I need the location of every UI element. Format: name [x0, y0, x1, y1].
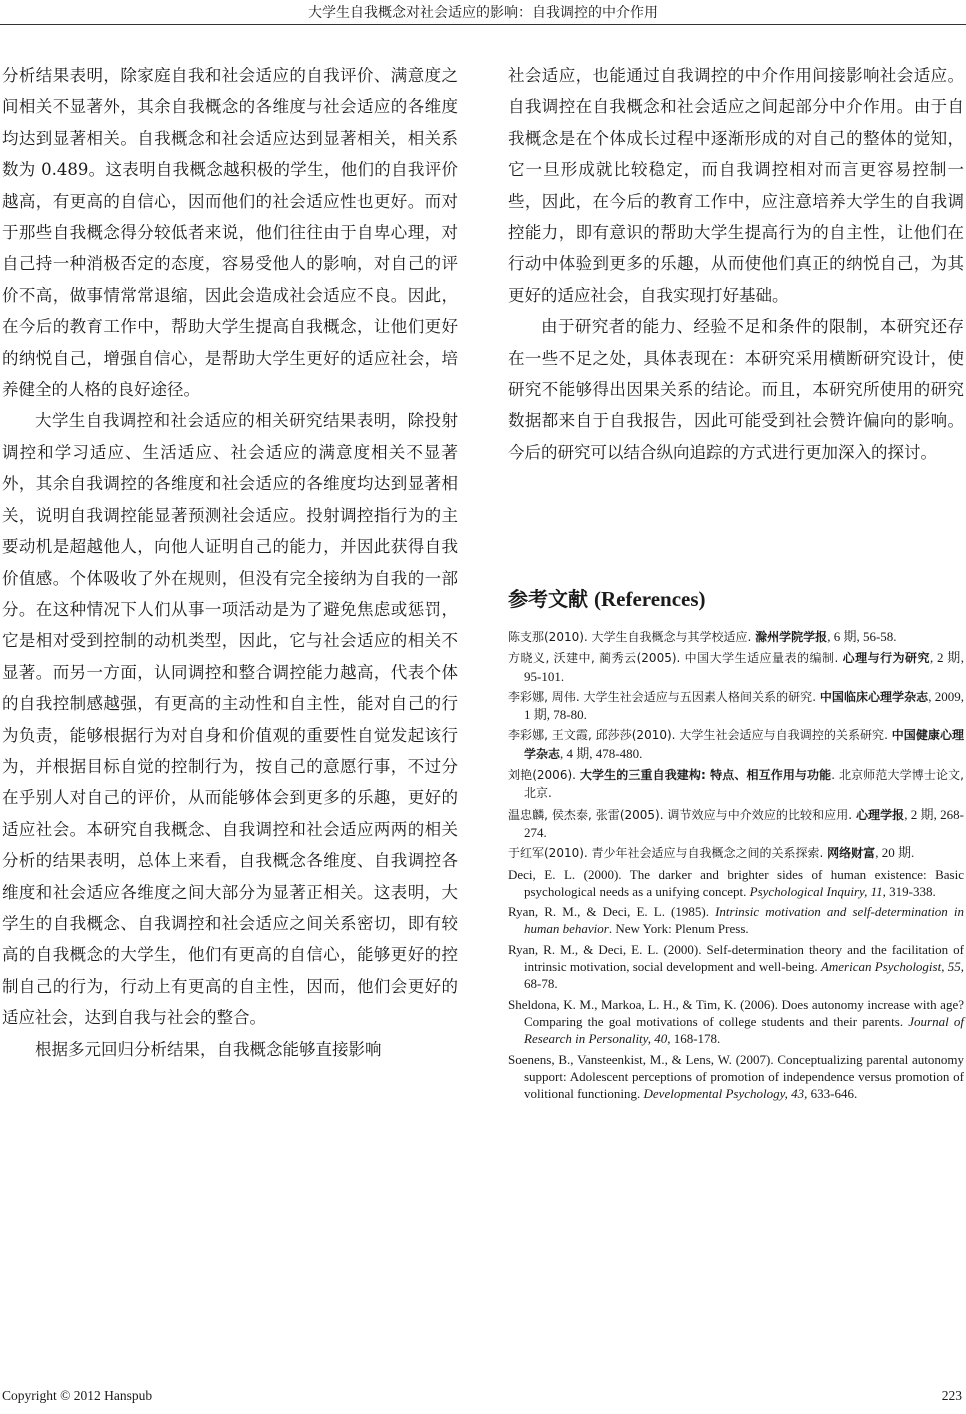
- references-heading-en: (References): [594, 587, 706, 611]
- left-column: [2, 60, 458, 1065]
- reference-item: 温忠麟, 侯杰泰, 张雷(2005). 调节效应与中介效应的比较和应用. 心理学报, 2 期, 268-274.: [508, 806, 964, 840]
- running-header: 大学生自我概念对社会适应的影响：自我调控的中介作用: [308, 5, 658, 21]
- reference-item: Ryan, R. M., & Deci, E. L. (1985). Intrinsic motivation and self-determination in human behavior. New York: Plenum Press.: [508, 904, 965, 937]
- copyright-notice: Copyright © 2012 Hanspub: [2, 1388, 153, 1403]
- paragraph: 大学生自我调控和社会适应的相关研究结果表明，除投射调控和学习适应、生活适应、社会适应的满意度相关不显著外，其余自我调控的各维度和社会适应的各维度均达到显著相关，说明自我调控能显著预测社会适应。投射调控指行为的主要动机是超越他人，向他人证明自己的能力，并因此获得自我价值感。个体吸收了外在规则，但没有完全接纳为自我的一部分。在这种情况下人们从事一项活动是为了避免焦虑或惩罚，它是相对受到控制的动机类型，因此，它与社会适应的相关不显著。而另一方面，认同调控和整合调控能力越高，代表个体的自我控制感越强，有更高的主动性和自主性，能对自己的行为负责，能够根据行为对自身和价值观的重要性自觉发起该行为，并根据目标自觉的控制行为，按自己的意愿行事，不过分在乎别人对自己的评价，从而能够体会到更多的乐趣，更好的适应社会。本研究自我概念、自我调控和社会适应两两的相关分析的结果表明，总体上来看，自我概念各维度、自我调控各维度和社会适应各维度之间大部分为显著正相关。这表明，大学生的自我概念、自我调控和社会适应之间关系密切，即有较高的自我概念的大学生，他们有更高的自信心，能够更好的控制自己的行为，行动上有更高的自主性，因而，他们会更好的适应社会，达到自我与社会的整合。: [2, 411, 458, 1028]
- reference-item: 李彩娜, 周伟. 大学生社会适应与五因素人格间关系的研究. 中国临床心理学杂志, 2009, 1 期, 78-80.: [508, 688, 964, 723]
- reference-item: Deci, E. L. (2000). The darker and brighter sides of human existence: Basic psychological needs as a unifying concept. Psychological Inquiry, 11, 319-338.: [508, 866, 964, 899]
- page-number: 223: [941, 1388, 962, 1403]
- reference-item: Soenens, B., Vansteenkist, M., & Lens, W. (2007). Conceptualizing parental autonomy support: Adolescent perceptions of promotion of independence versus promotion of volitional functioning. Developmental Psychology, 43, 633-646.: [508, 1051, 964, 1102]
- reference-item: Ryan, R. M., & Deci, E. L. (2000). Self-determination theory and the facilitation of intrinsic motivation, social development and well-being. American Psychologist, 55, 68-78.: [508, 941, 964, 992]
- reference-item: 陈支那(2010). 大学生自我概念与其学校适应. 滁州学院学报, 6 期, 56-58.: [508, 629, 897, 644]
- right-column: [508, 60, 964, 468]
- reference-item: 方晓义, 沃建中, 蔺秀云(2005). 中国大学生适应量表的编制. 心理与行为研究, 2 期, 95-101.: [508, 650, 964, 684]
- references-heading-cn: 参考文献: [508, 587, 588, 611]
- reference-list: [508, 628, 964, 1105]
- references-heading: [508, 585, 964, 613]
- paragraph: 分析结果表明，除家庭自我和社会适应的自我评价、满意度之间相关不显著外，其余自我概念的各维度与社会适应的各维度均达到显著相关。自我概念和社会适应达到显著相关，相关系数为 0.489。这表明自我概念越积极的学生，他们的自我评价越高，有更高的自信心，因而他们的社会适应性也更好。而对于那些自我概念得分较低者来说，他们往往由于自卑心理，对自己持一种消极否定的态度，容易受他人的影响，对自己的评价不高，做事情常常退缩，因此会造成社会适应不良。因此，在今后的教育工作中，帮助大学生提高自我概念，让他们更好的纳悦自己，增强自信心，是帮助大学生更好的适应社会，培养健全的人格的良好途径。: [2, 66, 458, 400]
- header-rule: [0, 24, 966, 25]
- reference-item: 刘艳(2006). 大学生的三重自我建构: 特点、相互作用与功能. 北京师范大学博士论文, 北京.: [508, 768, 964, 801]
- reference-item: 李彩娜, 王文霞, 邱莎莎(2010). 大学生社会适应与自我调控的关系研究. 中国健康心理学杂志, 4 期, 478-480.: [508, 728, 964, 761]
- paragraph: 社会适应，也能通过自我调控的中介作用间接影响社会适应。自我调控在自我概念和社会适应之间起部分中介作用。由于自我概念是在个体成长过程中逐渐形成的对自己的整体的觉知，它一旦形成就比较稳定，而自我调控相对而言更容易控制一些，因此，在今后的教育工作中，应注意培养大学生的自我调控能力，即有意识的帮助大学生提高行为的自主性，让他们在行动中体验到更多的乐趣，从而使他们真正的纳悦自己，为其更好的适应社会，自我实现打好基础。: [508, 66, 964, 305]
- reference-item: 于红军(2010). 青少年社会适应与自我概念之间的关系探索. 网络财富, 20 期.: [508, 845, 915, 861]
- paragraph: 由于研究者的能力、经验不足和条件的限制，本研究还存在一些不足之处，具体表现在：本研究采用横断研究设计，使研究不能够得出因果关系的结论。而且，本研究所使用的研究数据都来自于自我报告，因此可能受到社会赞许偏向的影响。今后的研究可以结合纵向追踪的方式进行更加深入的探讨。: [508, 317, 964, 462]
- reference-item: Sheldona, K. M., Markoa, L. H., & Tim, K. (2006). Does autonomy increase with age? Comparing the goal motivations of college students and their parents. Journal of Research in Personality, 40, 168-178.: [508, 996, 964, 1047]
- paragraph: 根据多元回归分析结果，自我概念能够直接影响: [35, 1039, 382, 1059]
